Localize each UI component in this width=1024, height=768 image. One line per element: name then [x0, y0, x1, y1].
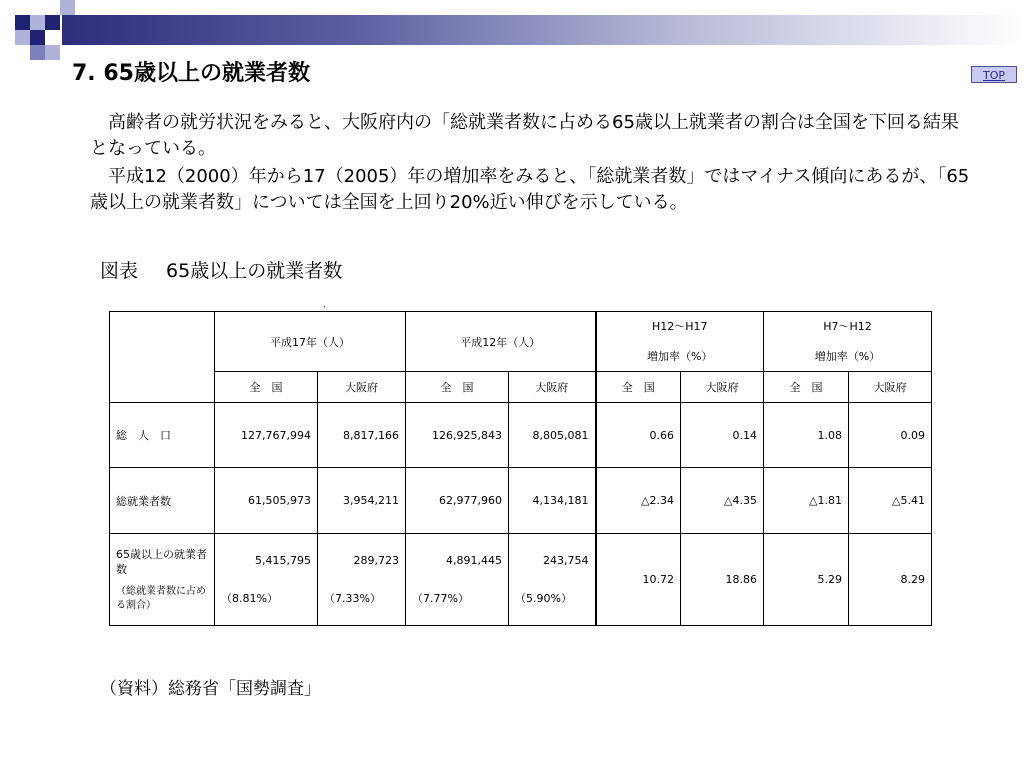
table-header-row [110, 312, 932, 372]
row-label [110, 534, 215, 626]
table-cell: 10.72 [596, 534, 681, 626]
table-cell: 8,817,166 [318, 403, 406, 468]
table-cell: 62,977,960 [406, 468, 509, 534]
table-cell: △2.34 [596, 468, 681, 534]
table-cell: 8.29 [849, 534, 932, 626]
cell-share: （5.90%） [515, 591, 572, 605]
subheader-cell: 全 国 [596, 372, 681, 403]
table-cell [406, 534, 509, 626]
header-rate-h7-h12 [764, 312, 932, 372]
table-cell: △1.81 [764, 468, 849, 534]
subheader-cell: 大阪府 [318, 372, 406, 403]
cell-share: （7.33%） [324, 591, 381, 605]
decor-square [15, 30, 30, 45]
header-rate-h7-h12-period: H7～H12 [823, 319, 872, 333]
header-gradient-bar [62, 15, 1024, 45]
header-h17: 平成17年（人） [215, 312, 406, 372]
table-cell: 8,805,081 [509, 403, 596, 468]
subheader-cell: 大阪府 [849, 372, 932, 403]
header-rate-h7-h12-label: 増加率（%） [814, 349, 881, 363]
table-row-elderly-employed [110, 534, 932, 626]
header-rate-h12-h17 [596, 312, 764, 372]
table-cell: 126,925,843 [406, 403, 509, 468]
cell-share: （7.77%） [412, 591, 469, 605]
table-cell [318, 534, 406, 626]
table-cell: 127,767,994 [215, 403, 318, 468]
decor-square [15, 15, 30, 30]
table-cell [215, 534, 318, 626]
table-cell: 0.66 [596, 403, 681, 468]
figure-caption [100, 256, 342, 283]
figure-title: 65歳以上の就業者数 [166, 260, 343, 282]
table-cell: 0.09 [849, 403, 932, 468]
subheader-cell: 全 国 [406, 372, 509, 403]
table-cell [509, 534, 596, 626]
source-note: （資料）総務省「国勢調査」 [100, 679, 321, 699]
decor-square [45, 45, 60, 60]
page-title: 7. 65歳以上の就業者数 [72, 61, 310, 86]
cell-value: 289,723 [353, 553, 399, 567]
table-cell: 1.08 [764, 403, 849, 468]
table-row-total-employed [110, 468, 932, 534]
body-paragraph-2: 平成12（2000）年から17（2005）年の増加率をみると、「総就業者数」ではマイナス傾向にあるが、「65歳以上の就業者数」については全国を上回り20%近い伸びを示している。 [90, 166, 970, 213]
row-label-sub: （総就業者数に占める割合） [116, 585, 206, 611]
table-cell: 3,954,211 [318, 468, 406, 534]
header-rate-h12-h17-label: 増加率（%） [647, 349, 713, 363]
decor-square [30, 30, 45, 45]
decor-square [30, 45, 45, 60]
subheader-cell: 全 国 [215, 372, 318, 403]
header-corner-cell [110, 312, 215, 403]
table-cell: △5.41 [849, 468, 932, 534]
top-link-button[interactable]: TOP [971, 66, 1017, 83]
table-cell: 5.29 [764, 534, 849, 626]
table-cell: 4,134,181 [509, 468, 596, 534]
figure-label: 図表 [100, 260, 139, 282]
header-rate-h12-h17-period: H12～H17 [651, 319, 708, 333]
subheader-cell: 大阪府 [681, 372, 764, 403]
decor-square [30, 15, 45, 30]
cell-share: （8.81%） [221, 591, 278, 605]
subheader-cell: 全 国 [764, 372, 849, 403]
cell-value: 5,415,795 [255, 553, 311, 567]
table-row-total-population [110, 403, 932, 468]
employment-table [109, 311, 932, 626]
cell-value: 243,754 [543, 553, 589, 567]
table-cell: 18.86 [681, 534, 764, 626]
table-cell: 61,505,973 [215, 468, 318, 534]
decor-square [45, 15, 60, 30]
cell-value: 4,891,445 [446, 553, 502, 567]
decor-square [60, 0, 75, 15]
stray-dot: . [323, 300, 326, 309]
row-label: 総就業者数 [110, 468, 215, 534]
body-paragraph-1: 高齢者の就労状況をみると、大阪府内の「総就業者数に占める65歳以上就業者の割合は全国を下回る結果となっている。 [90, 112, 959, 159]
table-cell: 0.14 [681, 403, 764, 468]
table-subheader-row [110, 372, 932, 403]
row-label: 総 人 口 [110, 403, 215, 468]
subheader-cell: 大阪府 [509, 372, 596, 403]
row-label-main: 65歳以上の就業者数 [116, 547, 207, 576]
table-cell: △4.35 [681, 468, 764, 534]
header-h12: 平成12年（人） [406, 312, 596, 372]
